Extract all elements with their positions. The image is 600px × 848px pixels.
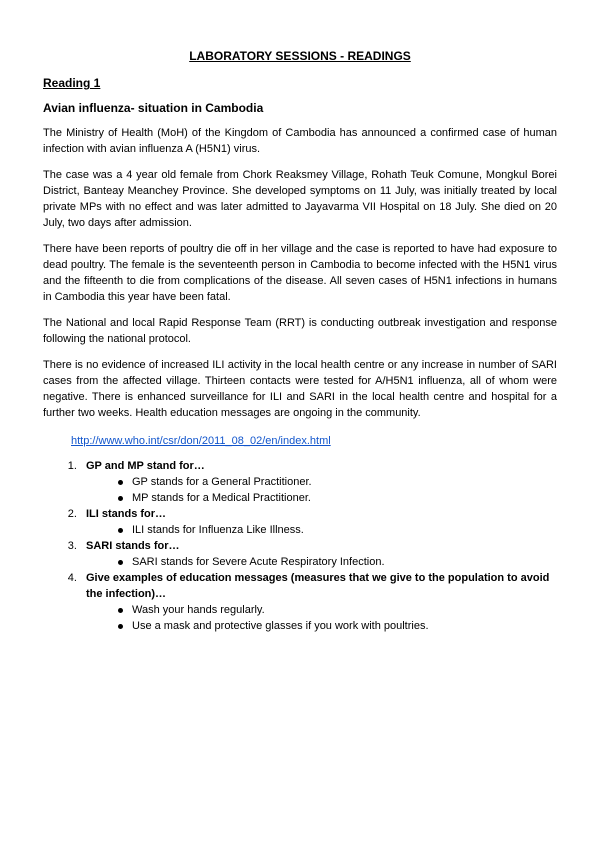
question-text: SARI stands for… — [86, 540, 180, 552]
article-title: Avian influenza- situation in Cambodia — [43, 101, 264, 115]
answer-text: SARI stands for Severe Acute Respiratory Infection. — [132, 556, 385, 568]
question-item — [80, 538, 557, 570]
answers-list — [86, 474, 557, 506]
bullet-icon — [118, 624, 123, 629]
answer-item — [118, 554, 557, 570]
bullet-icon — [118, 480, 123, 485]
question-text: ILI stands for… — [86, 508, 167, 520]
question-item — [80, 506, 557, 538]
bullet-icon — [118, 560, 123, 565]
answer-text: MP stands for a Medical Practitioner. — [132, 492, 311, 504]
answer-item — [118, 602, 557, 618]
source-link[interactable]: http://www.who.int/csr/don/2011_08_02/en/index.html — [71, 435, 331, 447]
answer-item — [118, 618, 557, 634]
question-item — [80, 570, 557, 634]
answer-item — [118, 522, 557, 538]
document-title: LABORATORY SESSIONS - READINGS — [189, 49, 411, 63]
questions-list — [43, 458, 557, 634]
answers-list — [86, 522, 557, 538]
answers-list — [86, 602, 557, 634]
paragraph-announcement: The Ministry of Health (MoH) of the Kingdom of Cambodia has announced a confirmed case of human infection with avian influenza A (H5N1) virus. — [43, 127, 557, 155]
paragraph-case-details: The case was a 4 year old female from Chork Reaksmey Village, Rohath Teuk Comune, Mongkul Borei District, Banteay Meanchey Province. She developed symptoms on 11 July, was initially treated by local private MPs with no effect and was later admitted to Jayavarma VII Hospital on 18 July. She died on 20 July, two days after admission. — [43, 169, 557, 229]
bullet-icon — [118, 608, 123, 613]
answer-text: Use a mask and protective glasses if you work with poultries. — [132, 620, 429, 632]
answer-text: GP stands for a General Practitioner. — [132, 476, 312, 488]
answer-item — [118, 474, 557, 490]
answers-list — [86, 554, 557, 570]
question-item — [80, 458, 557, 506]
answer-text: ILI stands for Influenza Like Illness. — [132, 524, 304, 536]
paragraph-rrt-response: The National and local Rapid Response Team (RRT) is conducting outbreak investigation and response following the national protocol. — [43, 317, 557, 345]
bullet-icon — [118, 496, 123, 501]
reading-heading: Reading 1 — [43, 76, 101, 90]
answer-item — [118, 490, 557, 506]
question-text: GP and MP stand for… — [86, 460, 205, 472]
paragraph-surveillance: There is no evidence of increased ILI activity in the local health centre or any increase in number of SARI cases from the affected village. Thirteen contacts were tested for A/H5N1 influenza, all of whom were negative. There is enhanced surveillance for ILI and SARI in the local health centre and hospital for a further two weeks. Health education messages are ongoing in the community. — [43, 359, 557, 419]
question-text: Give examples of education messages (measures that we give to the population to avoid the infection)… — [86, 572, 550, 600]
answer-text: Wash your hands regularly. — [132, 604, 265, 616]
paragraph-poultry-exposure: There have been reports of poultry die off in her village and the case is reported to have had exposure to dead poultry. The female is the seventeenth person in Cambodia to become infected with the H5N1 virus and the fifteenth to die from complications of the disease. All seven cases of H5N1 infections in humans in Cambodia this year have been fatal. — [43, 243, 557, 303]
bullet-icon — [118, 528, 123, 533]
